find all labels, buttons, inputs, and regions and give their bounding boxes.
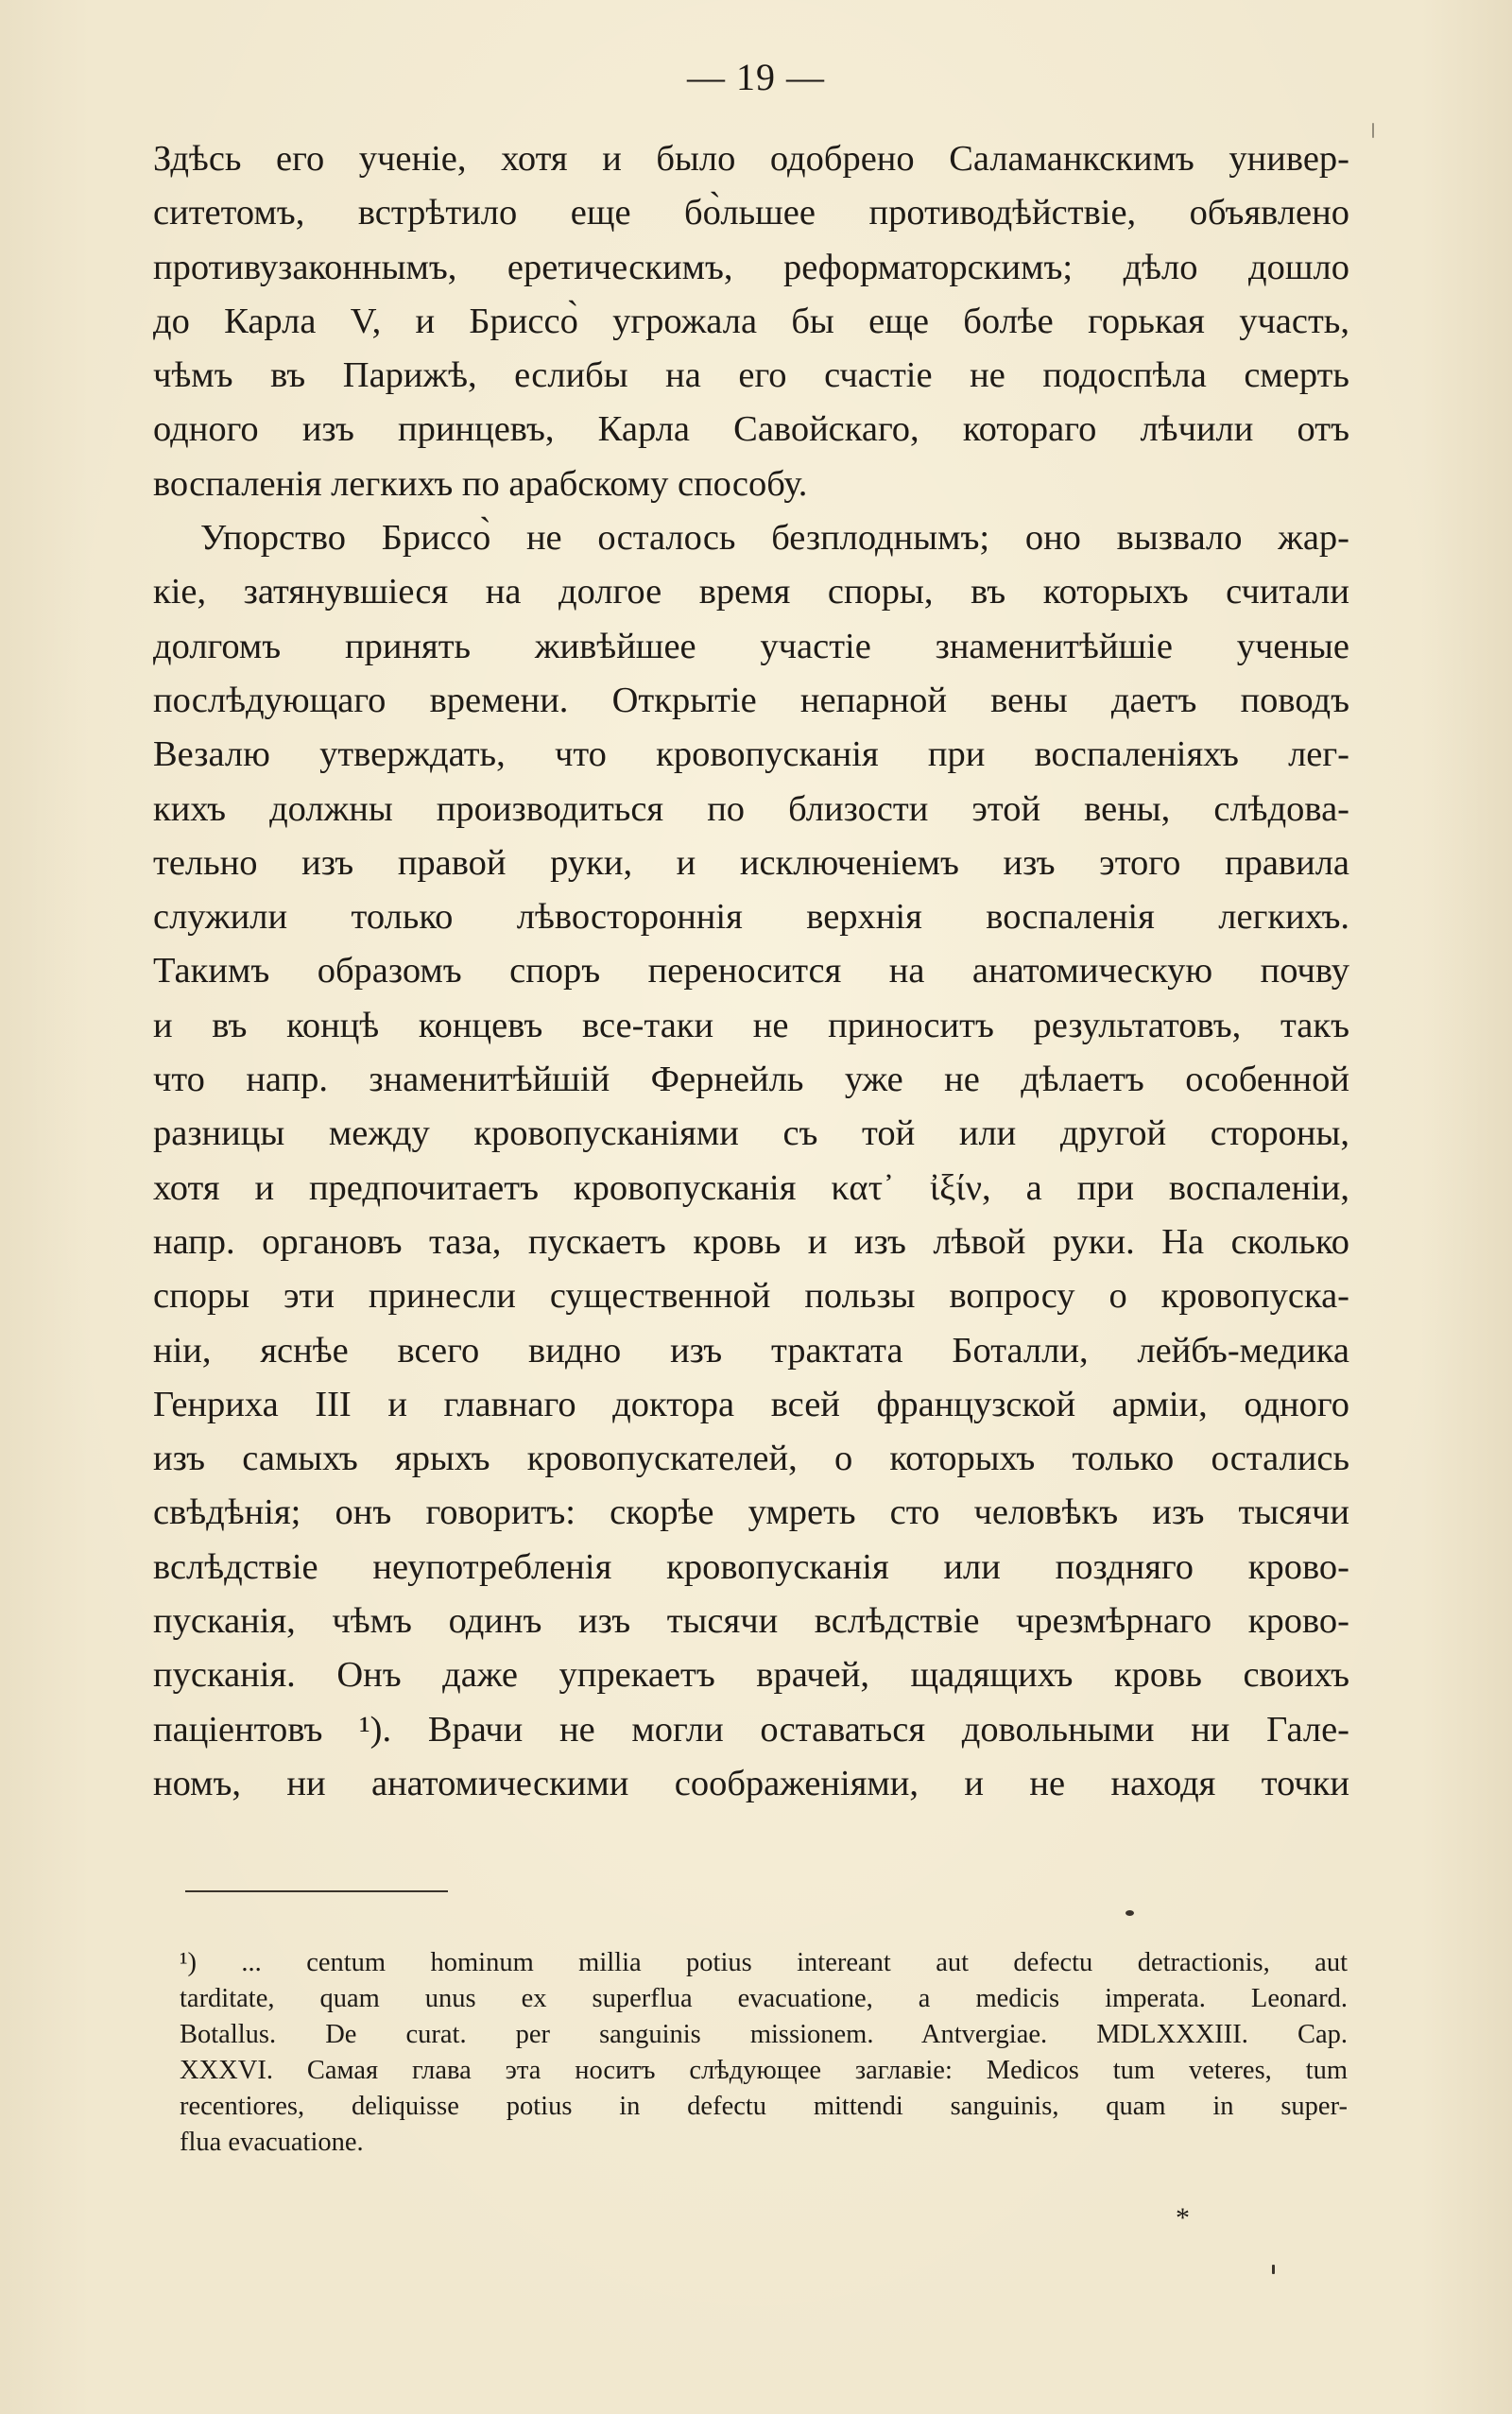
text-line: пусканія, чѣмъ одинъ изъ тысячи вслѣдствіе чрезмѣрнаго крово- <box>153 1601 1349 1642</box>
page-number: — 19 — <box>687 56 825 98</box>
text-line: и въ концѣ концевъ все-таки не приноситъ результатовъ, такъ <box>153 1005 1349 1045</box>
text-line: ніи, яснѣе всего видно изъ трактата Боталли, лейбъ-медика <box>153 1330 1349 1371</box>
footnote-line: XXXVI. Самая глава эта носитъ слѣдующее заглавіе: Medicos tum veteres, tum <box>180 2056 1348 2085</box>
text-line: ситетомъ, встрѣтило еще бо̀льшее противодѣйствіе, объявлено <box>153 193 1349 233</box>
footnote-line: ¹) ... centum hominum millia potius intereant aut defectu detractionis, aut <box>180 1948 1348 1977</box>
text-line: тельно изъ правой руки, и исключеніемъ изъ этого правила <box>153 842 1349 883</box>
text-line: Везалю утверждать, что кровопусканія при воспаленіяхъ лег- <box>153 734 1349 775</box>
text-line: Такимъ образомъ споръ переносится на анатомическую почву <box>153 951 1349 991</box>
text-line: свѣдѣнія; онъ говоритъ: скорѣе умреть сто человѣкъ изъ тысячи <box>153 1492 1349 1533</box>
ink-speck <box>1372 123 1374 138</box>
text-line: чѣмъ въ Парижѣ, еслибы на его счастіе не подоспѣла смерть <box>153 355 1349 396</box>
text-line: номъ, ни анатомическими соображеніями, и не находя точки <box>153 1763 1349 1803</box>
text-line: воспаленія легкихъ по арабскому способу. <box>153 463 808 504</box>
text-line: разницы между кровопусканіями съ той или другой стороны, <box>153 1113 1349 1154</box>
text-line: кіе, затянувшіеся на долгое время споры, въ которыхъ считали <box>153 572 1349 612</box>
text-line: до Карла V, и Бриссо̀ угрожала бы еще болѣе горькая участь, <box>153 301 1349 341</box>
paragraph-start-line: Упорство Бриссо̀ не осталось безплоднымъ; оно вызвало жар- <box>200 518 1349 559</box>
text-line: кихъ должны производиться по близости этой вены, слѣдова- <box>153 788 1349 829</box>
text-line: что напр. знаменитѣйшій Фернейль уже не дѣлаетъ особенной <box>153 1060 1349 1100</box>
footnote <box>180 1945 1348 2161</box>
text-line: противузаконнымъ, еретическимъ, реформаторскимъ; дѣло дошло <box>153 247 1349 287</box>
text-line: долгомъ принять живѣйшее участіе знаменитѣйшіе ученые <box>153 626 1349 666</box>
footnote-line: Botallus. De curat. per sanguinis missionem. Antvergiae. MDLXXXIII. Cap. <box>180 2020 1348 2049</box>
text-line: хотя и предпочитаетъ кровопусканія κατ᾽ ἰξίν, а при воспаленіи, <box>153 1167 1349 1208</box>
text-line: пусканія. Онъ даже упрекаетъ врачей, щадящихъ кровь своихъ <box>153 1655 1349 1696</box>
printer-signature-mark: * <box>1176 2202 1190 2233</box>
text-line: служили только лѣвостороннія верхнія воспаленія легкихъ. <box>153 897 1349 938</box>
text-line: послѣдующаго времени. Открытіе непарной вены даетъ поводъ <box>153 680 1349 720</box>
footnote-line: flua evacuatione. <box>180 2128 364 2157</box>
text-line: напр. органовъ таза, пускаетъ кровь и изъ лѣвой руки. На сколько <box>153 1221 1349 1262</box>
text-line: одного изъ принцевъ, Карла Савойскаго, котораго лѣчили отъ <box>153 409 1349 450</box>
text-line: споры эти принесли существенной пользы вопросу о кровопуска- <box>153 1276 1349 1317</box>
ink-speck <box>1125 1910 1134 1916</box>
footnote-line: recentiores, deliquisse potius in defectu mittendi sanguinis, quam in super- <box>180 2092 1348 2121</box>
body-text <box>153 132 1349 1811</box>
text-line: Здѣсь его ученіе, хотя и было одобрено Саламанкскимъ универ- <box>153 139 1349 179</box>
footnote-separator-rule <box>185 1890 448 1892</box>
footnote-line: tarditate, quam unus ex superflua evacuatione, a medicis imperata. Leonard. <box>180 1984 1348 2013</box>
ink-speck <box>1272 2265 1275 2274</box>
text-line: изъ самыхъ ярыхъ кровопускателей, о которыхъ только остались <box>153 1439 1349 1479</box>
text-line: вслѣдствіе неупотребленія кровопусканія или поздняго крово- <box>153 1546 1349 1587</box>
text-line: паціентовъ ¹). Врачи не могли оставаться довольными ни Гале- <box>153 1709 1349 1750</box>
text-line: Генриха III и главнаго доктора всей французской арміи, одного <box>153 1384 1349 1424</box>
